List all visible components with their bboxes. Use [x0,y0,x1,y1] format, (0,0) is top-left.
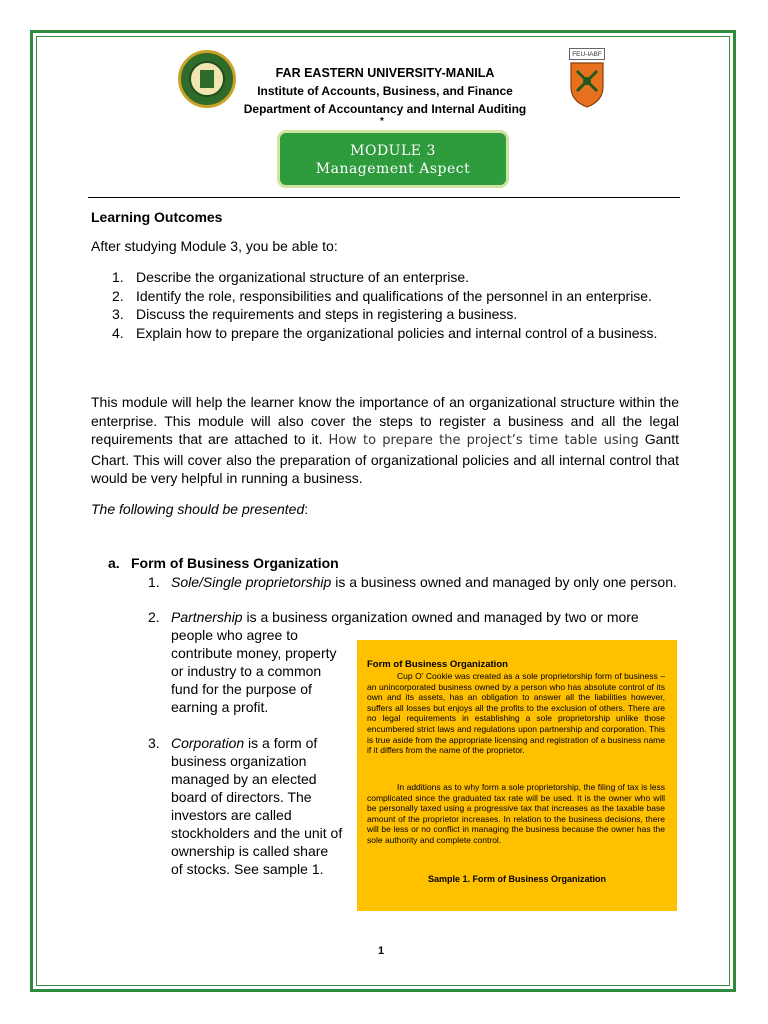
following-text: The following should be presented [91,501,305,517]
shield-icon [569,61,605,109]
description-part-3: Gantt Chart. This will cover also the preparation of organizational policies and all internal control that would be very helpful in running a business. [91,431,680,486]
sample-box-title: Form of Business Organization [367,659,508,670]
list-number: 2. [112,287,124,304]
list-text: Describe the organizational structure of an enterprise. [136,269,470,285]
list-item [112,324,678,343]
institute-name: Institute of Accounts, Business, and Finance [257,84,513,98]
item-number: 2. [148,609,160,625]
section-title: Form of Business Organization [131,555,339,571]
document-header [200,64,570,118]
business-form-item-2-continued: people who agree to contribute money, property or industry to a common fund for the purpose of earning a profit. [171,627,337,715]
module-title-box [277,130,509,188]
university-name: FAR EASTERN UNIVERSITY-MANILA [275,66,495,80]
list-number: 1. [112,269,124,285]
item-number: 3. [148,735,160,751]
item-term: Partnership [171,609,243,625]
item-description: is a form of business organization managed by an elected board of directors. The investors are called stockholders and the unit of ownership is called share of stocks. See sample 1. [171,735,343,877]
module-description [91,393,679,488]
following-colon: : [304,501,309,517]
module-number: MODULE 3 [350,143,436,159]
list-item [112,287,678,306]
section-letter: a. [108,555,120,571]
list-text: Discuss the requirements and steps in registering a business. [136,306,518,322]
section-a-heading [108,555,339,571]
item-term: Corporation [171,735,245,751]
following-note [91,501,308,517]
list-text: Identify the role, responsibilities and qualifications of the personnel in an enterprise. [136,287,652,304]
sample-box-caption: Sample 1. Form of Business Organization [427,874,607,884]
list-item [112,305,678,324]
item-description: is a business organization owned and managed by two or more [242,609,639,625]
learning-outcomes-title: Learning Outcomes [91,209,223,225]
learning-outcomes-list [112,268,678,342]
module-subtitle: Management Aspect [315,161,471,177]
sample-box-paragraph-1: Cup O’ Cookie was created as a sole proprietorship form of business – an unincorporated business owned by a person who has absolute control of its own and its assets, has an obligation to answer all the liabilities however, suffers all losses but enjoys all the profits to the exclusion of others. There are no legal requirements in establishing a sole proprietorship unlike those encumbered strict laws and regulations upon partnership and corporation. This is true aside from the appropriate licensing and registration of a business name if it differs from the name of the proprietor. [367,671,665,756]
list-item [112,268,678,287]
item-text [171,734,343,878]
horizontal-rule [88,197,680,198]
page-number: 1 [378,945,385,957]
item-term: Sole/Single proprietorship [171,574,332,590]
item-number: 1. [148,574,160,590]
item-description: is a business owned and managed by only one person. [331,574,677,590]
list-text: Explain how to prepare the organizational policies and internal control of a business. [136,324,658,341]
shield-label: FEU-IABF [569,48,605,60]
item-text [171,608,639,626]
list-number: 4. [112,324,124,341]
sample-1-box [357,640,677,911]
description-part-1: This module will help the learner know the importance of an organizational structure within the enterprise. This module will also cover the steps to register a business and all the legal requirements that are attached to it. [91,394,679,447]
department-name: Department of Accountancy and Internal Auditing [243,102,527,116]
sample-box-paragraph-2: In additions as to why form a sole proprietorship, the filing of tax is less complicated since the graduated tax rate will be used. It is the owner who will be personally taxed using a progressive tax that increases as the taxable base amount of the proprietor increases. In relation to the business decisions, there will be less or no conflict in managing the business because the owner has the sole authority and complete control. [367,782,665,845]
iabf-shield-logo [569,48,605,110]
list-number: 3. [112,306,124,322]
description-part-2: How to prepare the project’s time table using [328,433,639,448]
item-text [171,573,677,591]
learning-outcomes-intro: After studying Module 3, you be able to: [91,238,338,254]
header-star: * [380,116,384,127]
